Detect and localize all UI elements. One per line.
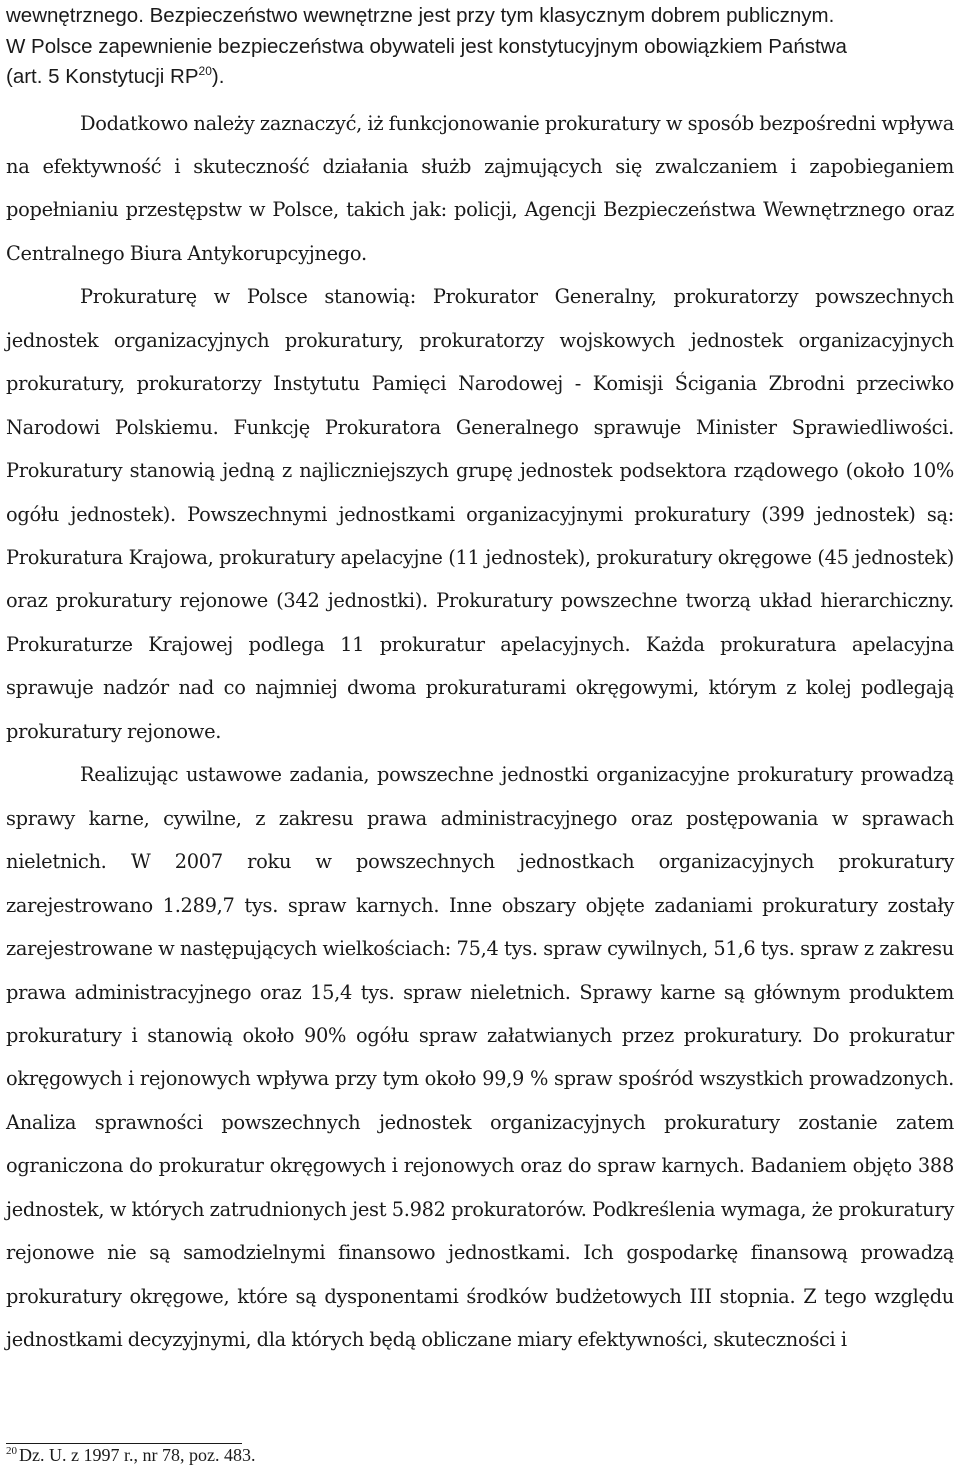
intro-line-1: wewnętrznego. Bezpieczeństwo wewnętrzne jest przy tym klasycznym dobrem publicznym. <box>6 4 835 27</box>
intro-line-3-start: (art. 5 Konstytucji RP <box>6 65 199 88</box>
intro-line-2: W Polsce zapewnienie bezpieczeństwa obywateli jest konstytucyjnym obowiązkiem Państwa <box>6 34 847 58</box>
footnote-reference[interactable]: 20 <box>198 64 212 79</box>
document-page <box>6 0 954 1362</box>
intro-text <box>6 0 954 93</box>
paragraph-dodatkowo: Dodatkowo należy zaznaczyć, iż funkcjonowanie prokuratury w sposób bezpośredni wpływa na efektywność i skuteczność działania służb zajmujących się zwalczaniem i zapobieganiem popełnianiu przestępstw w Polsce, takich jak: policji, Agencji Bezpieczeństwa Wewnętrznego oraz Centralnego Biura Antykorupcyjnego. <box>6 111 954 265</box>
footnote-text: Dz. U. z 1997 r., nr 78, poz. 483. <box>19 1445 256 1465</box>
intro-line-3-end: ). <box>211 65 225 88</box>
paragraph-realizujac: Realizując ustawowe zadania, powszechne jednostki organizacyjne prokuratury prowadzą sprawy karne, cywilne, z zakresu prawa administracyjnego oraz postępowania w sprawach nieletnich. W 2007 roku w powszechnych jednostkach organizacyjnych prokuratury zarejestrowano 1.289,7 tys. spraw karnych. Inne obszary objęte zadaniami prokuratury zostały zarejestrowane w następujących wielkościach: 75,4 tys. spraw cywilnych, 51,6 tys. spraw z zakresu prawa administracyjnego oraz 15,4 tys. spraw nieletnich. Sprawy karne są głównym produktem prokuratury i stanowią około 90% ogółu spraw załatwianych przez prokuratury. Do prokuratur okręgowych i rejonowych wpływa przy tym około 99,9 % spraw spośród wszystkich prowadzonych. Analiza sprawności powszechnych jednostek organizacyjnych prokuratury zostanie zatem ograniczona do prokuratur okręgowych i rejonowych oraz do spraw karnych. Badaniem objęto 388 jednostek, w których zatrudnionych jest 5.982 prokuratorów. Podkreślenia wymaga, że prokuratury rejonowe nie są samodzielnymi finansowo jednostkami. Ich gospodarkę finansową prowadzą prokuratury okręgowe, które są dysponentami środków budżetowych III stopnia. Z tego względu jednostkami decyzyjnymi, dla których będą obliczane miary efektywności, skuteczności i <box>6 763 954 1352</box>
paragraph-prokurature: Prokuraturę w Polsce stanowią: Prokurator Generalny, prokuratorzy powszechnych jednostek organizacyjnych prokuratury, prokuratorzy wojskowych jednostek organizacyjnych prokuratury, prokuratorzy Instytutu Pamięci Narodowej - Komisji Ścigania Zbrodni przeciwko Narodowi Polskiemu. Funkcję Prokuratora Generalnego sprawuje Minister Sprawiedliwości. Prokuratury stanowią jedną z najliczniejszych grupę jednostek podsektora rządowego (około 10% ogółu jednostek). Powszechnymi jednostkami organizacyjnymi prokuratury (399 jednostek) są: Prokuratura Krajowa, prokuratury apelacyjne (11 jednostek), prokuratury okręgowe (45 jednostek) oraz prokuratury rejonowe (342 jednostki). Prokuratury powszechne tworzą układ hierarchiczny. Prokuraturze Krajowej podlega 11 prokuratur apelacyjnych. Każda prokuratura apelacyjna sprawuje nadzór nad co najmniej dwoma prokuraturami okręgowymi, którym z kolej podlegają prokuratury rejonowe. <box>6 285 954 743</box>
footnote <box>6 1444 255 1466</box>
footnote-number: 20 <box>6 1445 17 1457</box>
